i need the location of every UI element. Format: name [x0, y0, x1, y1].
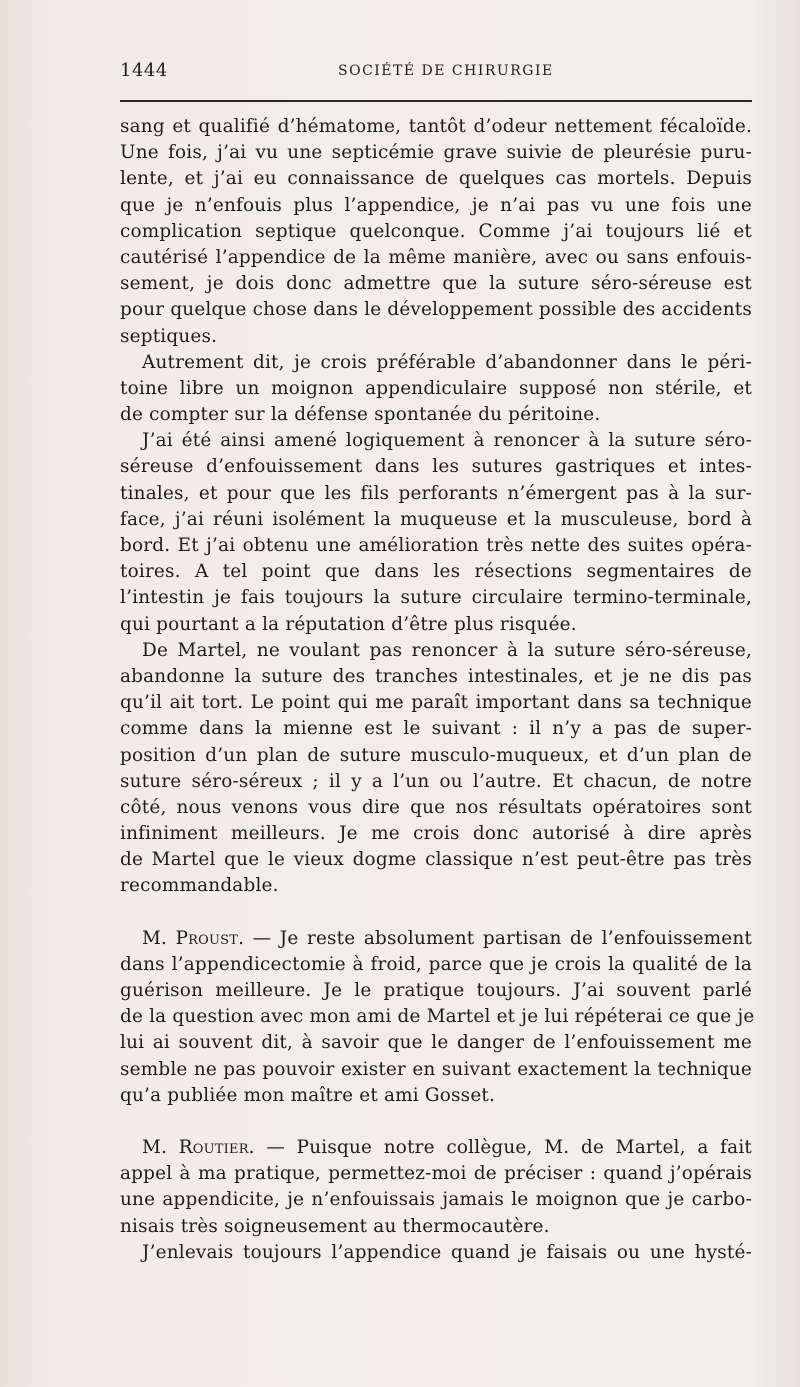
text-line: lui ai souvent dit, à savoir que le danger de l’enfouissement me — [120, 1032, 752, 1054]
text-line: séreuse d’enfouissement dans les sutures gastriques et intes- — [120, 456, 752, 478]
text-line: infiniment meilleurs. Je me crois donc autorisé à dire après — [120, 823, 752, 845]
text-line: J’enlevais toujours l’appendice quand je faisais ou une hysté- — [142, 1241, 752, 1263]
text-line: sement, je dois donc admettre que la suture séro-séreuse est — [120, 273, 752, 295]
speech-text: — Puisque notre collègue, M. de Martel, a fait — [266, 1136, 753, 1158]
text-line: recommandable. — [120, 875, 279, 897]
text-line: de compter sur la défense spontanée du péritoine. — [120, 404, 601, 426]
text-line: côté, nous venons vous dire que nos résultats opératoires sont — [120, 796, 752, 818]
page-number: 1444 — [120, 60, 168, 81]
text-line: comme dans la mienne est le suivant : il n’y a pas de super- — [120, 718, 752, 740]
text-line: bord. Et j’ai obtenu une amélioration très nette des suites opéra- — [120, 535, 752, 556]
text-line: sang et qualifié d’hématome, tantôt d’odeur nettement fécaloïde. — [120, 116, 752, 137]
text-line: qu’a publiée mon maître et ami Gosset. — [120, 1084, 496, 1106]
text-line: que je n’enfouis plus l’appendice, je n’ai pas vu une fois une — [120, 194, 752, 216]
text-line: l’intestin je fais toujours la suture circulaire termino-terminale, — [120, 587, 752, 609]
text-line: face, j’ai réuni isolément la muqueuse et la musculeuse, bord à — [120, 508, 752, 530]
text-line: cautérisé l’appendice de la même manière, avec ou sans enfouis- — [120, 246, 752, 268]
text-line: appel à ma pratique, permettez-moi de préciser : quand j’opérais — [120, 1163, 752, 1185]
text-line: pour quelque chose dans le développement possible des accidents — [120, 299, 752, 321]
text-line: De Martel, ne voulant pas renoncer à la suture séro-séreuse, — [142, 639, 752, 661]
text-line: position d’un plan de suture musculo-muqueux, et d’un plan de — [120, 744, 752, 766]
text-line: dans l’appendicectomie à froid, parce que je crois la qualité de la — [120, 953, 752, 975]
page-header — [120, 60, 750, 86]
paragraph-gap — [120, 1109, 752, 1135]
speech-line-proust — [120, 926, 752, 952]
text-line: complication septique quelconque. Comme j’ai toujours lié et — [120, 220, 752, 242]
running-title: SOCIÉTÉ DE CHIRURGIE — [338, 63, 554, 79]
text-line: Une fois, j’ai vu une septicémie grave suivie de pleurésie puru- — [120, 142, 752, 164]
text-line: une appendicite, je n’enfouissais jamais le moignon que je carbo- — [120, 1189, 752, 1211]
text-line: septiques. — [120, 325, 218, 347]
speech-line-routier — [120, 1135, 752, 1161]
text-line: semble ne pas pouvoir exister en suivant exactement la technique — [120, 1058, 752, 1080]
paragraph-gap — [120, 900, 752, 926]
speaker-name: M. Proust. — [142, 927, 245, 949]
text-line: de Martel que le vieux dogme classique n’est peut-être pas très — [120, 849, 752, 871]
text-line: nisais très soigneusement au thermocautère. — [120, 1215, 550, 1237]
text-line: J’ai été ainsi amené logiquement à renoncer à la suture séro- — [142, 430, 752, 452]
text-line: abandonne la suture des tranches intestinales, et je ne dis pas — [120, 665, 752, 687]
header-rule — [120, 100, 752, 102]
text-line: qu’il ait tort. Le point qui me paraît important dans sa technique — [120, 692, 752, 714]
speech-text: — Je reste absolument partisan de l’enfouissement — [252, 927, 752, 949]
text-line: toine libre un moignon appendiculaire supposé non stérile, et — [120, 377, 752, 399]
speaker-name: M. Routier. — [142, 1136, 255, 1158]
text-line: toires. A tel point que dans les résections segmentaires de — [120, 561, 752, 583]
text-line: Autrement dit, je crois préférable d’abandonner dans le péri- — [142, 351, 752, 373]
text-line: guérison meilleure. Je le pratique toujours. J’ai souvent parlé — [120, 980, 752, 1001]
text-line: lente, et j’ai eu connaissance de quelques cas mortels. Depuis — [120, 168, 752, 190]
text-line: tinales, et pour que les fils perforants n’émergent pas à la sur- — [120, 482, 752, 504]
text-line: suture séro-séreux ; il y a l’un ou l’autre. Et chacun, de notre — [120, 770, 752, 792]
text-line: de la question avec mon ami de Martel et je lui répéterai ce que je — [120, 1006, 755, 1028]
body-text — [120, 114, 755, 1266]
text-line: qui pourtant a la réputation d’être plus risquée. — [120, 613, 577, 635]
